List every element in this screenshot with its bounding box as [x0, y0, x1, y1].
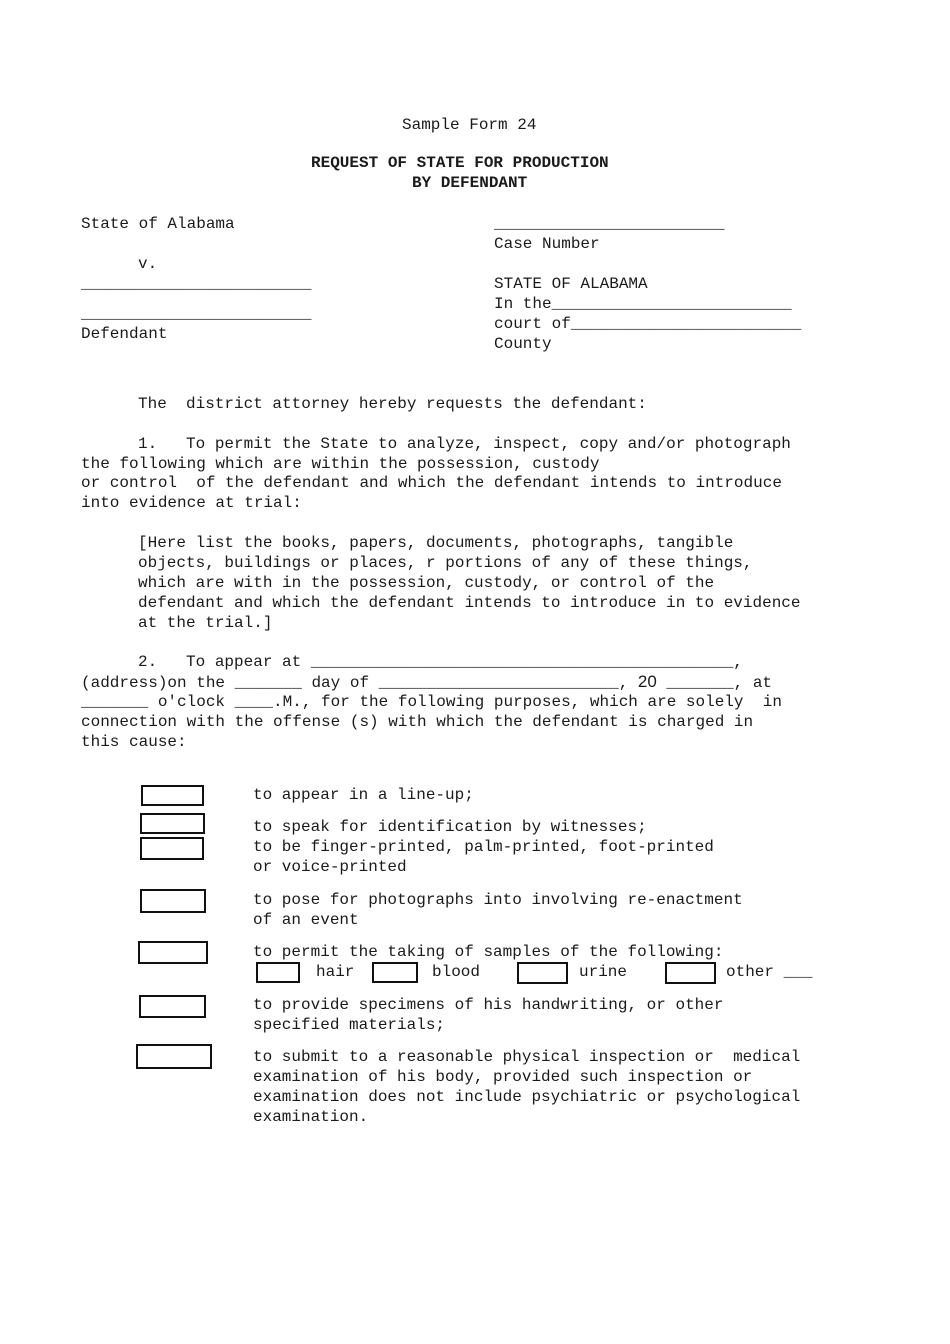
bracket-line-4: defendant and which the defendant intends to introduce in to evidence	[138, 594, 801, 612]
photo-checkbox[interactable]	[140, 889, 206, 913]
para1-line-4: into evidence at trial:	[81, 494, 302, 512]
other-label[interactable]: other ___	[726, 963, 813, 981]
para2-date-text: (address)on the _______ day of _________________________,	[81, 674, 638, 692]
para2-century: 20	[637, 672, 657, 691]
para2-line-5: this cause:	[81, 733, 187, 751]
samples-label: to permit the taking of samples of the following:	[253, 943, 724, 961]
photo-label-2: of an event	[253, 911, 359, 929]
handwriting-checkbox[interactable]	[139, 995, 206, 1018]
bracket-line-2: objects, buildings or places, r portions of any of these things,	[138, 554, 753, 572]
inspection-label-3: examination does not include psychiatric or psychological	[253, 1088, 801, 1106]
bracket-line-3: which are with in the possession, custody, or control of the	[138, 574, 715, 592]
case-number-label: Case Number	[494, 235, 600, 253]
bracket-line-1: [Here list the books, papers, documents, photographs, tangible	[138, 534, 734, 552]
printed-label-2: or voice-printed	[253, 858, 407, 876]
hair-checkbox[interactable]	[256, 962, 300, 983]
para2-line-3[interactable]: _______ o'clock ____.M., for the following purposes, which are solely in	[81, 693, 782, 711]
versus-label: v.	[138, 255, 158, 273]
para1-line-3: or control of the defendant and which the defendant intends to introduce	[81, 474, 782, 492]
intro-text: The district attorney hereby requests the defendant:	[138, 395, 647, 413]
handwriting-label-1: to provide specimens of his handwriting, or other	[253, 996, 724, 1014]
urine-checkbox[interactable]	[517, 962, 568, 984]
printed-label-1: to be finger-printed, palm-printed, foot-printed	[253, 838, 714, 856]
inspection-label-2: examination of his body, provided such inspection or	[253, 1068, 753, 1086]
para1-line-2: the following which are within the possession, custody	[81, 455, 600, 473]
state-heading: STATE OF ALABAMA	[494, 275, 648, 293]
urine-label: urine	[579, 963, 628, 981]
blood-checkbox[interactable]	[372, 962, 418, 983]
form-label: Sample Form 24	[402, 116, 537, 134]
county-name-field[interactable]: court of________________________	[494, 315, 802, 333]
form-title-line-1: REQUEST OF STATE FOR PRODUCTION	[311, 154, 609, 172]
handwriting-label-2: specified materials;	[253, 1016, 446, 1034]
para2-line-1[interactable]: 2. To appear at ____________________________________________,	[138, 653, 743, 671]
plaintiff-name: State of Alabama	[81, 215, 235, 233]
inspection-label-4: examination.	[253, 1108, 369, 1126]
printed-checkbox[interactable]	[140, 837, 204, 860]
court-name-field[interactable]: In the_________________________	[494, 295, 792, 313]
other-checkbox[interactable]	[665, 962, 716, 984]
hair-label: hair	[316, 963, 355, 981]
defendant-label: Defendant	[81, 325, 168, 343]
inspection-checkbox[interactable]	[136, 1044, 212, 1069]
para2-line-2[interactable]	[81, 672, 772, 693]
lineup-checkbox[interactable]	[141, 785, 204, 806]
para2-year-text: _______, at	[656, 674, 773, 692]
speak-checkbox[interactable]	[140, 813, 205, 834]
county-label: County	[494, 335, 552, 353]
blood-label: blood	[432, 963, 481, 981]
para2-line-4: connection with the offense (s) with which the defendant is charged in	[81, 713, 754, 731]
speak-label: to speak for identification by witnesses;	[253, 818, 647, 836]
lineup-label: to appear in a line-up;	[253, 786, 474, 804]
photo-label-1: to pose for photographs into involving re-enactment	[253, 891, 743, 909]
form-title-line-2: BY DEFENDANT	[412, 174, 528, 192]
samples-checkbox[interactable]	[138, 941, 208, 964]
inspection-label-1: to submit to a reasonable physical inspection or medical	[253, 1048, 801, 1066]
bracket-line-5: at the trial.]	[138, 614, 273, 632]
defendant-name-blank-1[interactable]: ________________________	[81, 275, 312, 293]
para1-line-1: 1. To permit the State to analyze, inspect, copy and/or photograph	[138, 435, 791, 453]
defendant-name-blank-2[interactable]: ________________________	[81, 305, 312, 323]
case-number-blank[interactable]: ________________________	[494, 215, 725, 233]
